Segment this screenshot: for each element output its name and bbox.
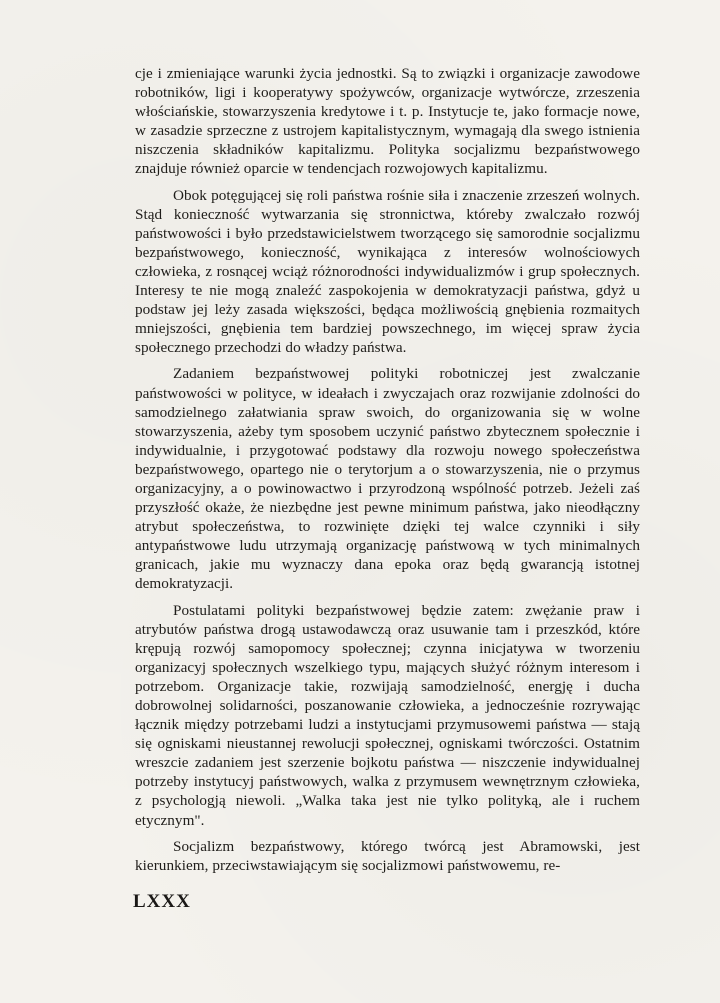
paragraph-4: Postulatami polityki bezpaństwowej będzie zatem: zwężanie praw i atrybutów państwa drogą ustawodawczą oraz usuwanie tam i przeszkód, które krępują rozwój samopomocy społecznej; czynna inicjatywa w tworzeniu organizacyj społecznych wszelkiego typu, mających służyć różnym interesom i potrzebom. Organizacje takie, rozwijają samodzielność, energję i ducha dobrowolnej solidarności, poszanowanie człowieka, a jednocześnie rozrywając łącznik między potrzebami ludzi a instytucjami przymusowemi państwa — stają się ogniskami nieustannej rewolucji społecznej, ogniskami twórczości. Ostatnim wreszcie zadaniem jest szerzenie bojkotu państwa — niszczenie indywidualnej potrzeby instytucyj państwowych, walka z przymusem wewnętrznym człowieka, z psychologją niewoli. „Walka taka jest nie tylko polityką, ale i ruchem etycznym". <box>135 601 640 829</box>
page-number: LXXX <box>133 891 191 912</box>
body-text <box>135 64 640 882</box>
paragraph-1: cje i zmieniające warunki życia jednostki. Są to związki i organizacje zawodowe robotników, ligi i kooperatywy spożywców, organizacje wytwórcze, zrzeszenia włościańskie, stowarzyszenia kredytowe i t. p. Instytucje te, jako formacje nowe, w zasadzie sprzeczne z ustrojem kapitalistycznym, wymagają dla swego istnienia niszczenia składników kapitalizmu. Polityka socjalizmu bezpaństwowego znajduje również oparcie w tendencjach rozwojowych kapitalizmu. <box>135 65 640 178</box>
paragraph-5: Socjalizm bezpaństwowy, którego twórcą jest Abramowski, jest kierunkiem, przeciwstawiającym się socjalizmowi państwowemu, re- <box>135 837 640 874</box>
paragraph-2: Obok potęgującej się roli państwa rośnie siła i znaczenie zrzeszeń wolnych. Stąd konieczność wytwarzania się stronnictwa, któreby zwalczało rozwój państwowości i było przedstawicielstwem tworzącego się samorodnie socjalizmu bezpaństwowego, konieczność, wynikająca z interesów wolnościowych człowieka, z rosnącej wciąż różnorodności indywidualizmów i grup społecznych. Interesy te nie mogą znaleźć zaspokojenia w demokratyzacji państwa, gdyż u podstaw jej leży zasada większości, będąca możliwością gnębienia rozmaitych mniejszości, gnębienia tem bardziej powszechnego, im więcej spraw życia społecznego przechodzi do władzy państwa. <box>135 186 640 357</box>
paragraph-3: Zadaniem bezpaństwowej polityki robotniczej jest zwalczanie państwowości w polityce, w ideałach i zwyczajach oraz rozwijanie zdolności do samodzielnego załatwiania spraw swoich, do organizowania się w wolne stowarzyszenia, ażeby tym sposobem uczynić państwo zbytecznem społecznie i indywidualnie, i przygotować podstawy dla rozwoju nowego społeczeństwa bezpaństwowego, opartego nie o terytorjum a o stowarzyszenia, nie o przymus organizacyjny, a o powinowactwo i przyrodzoną wspólność potrzeb. Jeżeli zaś przyszłość okaże, że niezbędne jest pewne minimum państwa, jako nieodłączny atrybut społeczeństwa, to rozwinięte dzięki tej walce czynniki i siły antypaństwowe ludu utrzymają organizację państwową w tych minimalnych granicach, jakie mu wyznaczy dana epoka oraz będą gwarancją istotnej demokratyzacji. <box>135 365 640 593</box>
